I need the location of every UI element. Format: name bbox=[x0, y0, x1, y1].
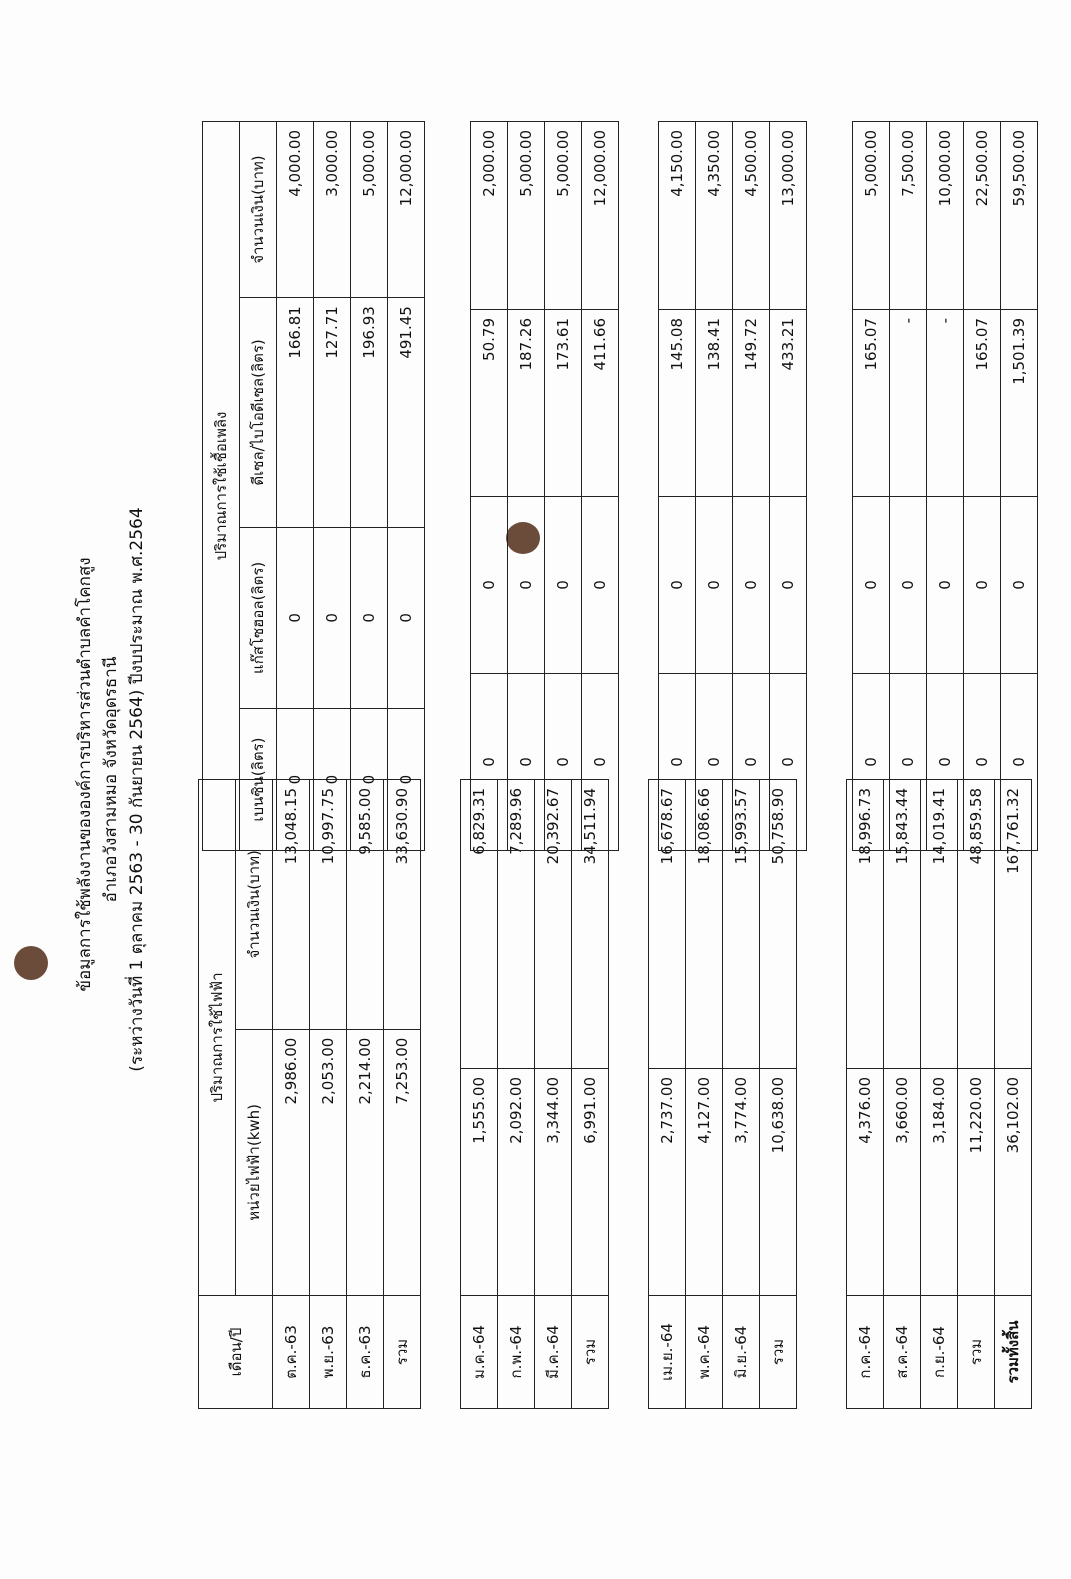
diesel-cell: 411.66 bbox=[582, 310, 619, 497]
electricity-group-header: ปริมาณการใช้ไฟฟ้า bbox=[199, 780, 236, 1296]
table-row bbox=[927, 122, 964, 851]
month-cell: มิ.ย.-64 bbox=[723, 1296, 760, 1409]
fuel-table-q4 bbox=[852, 121, 1038, 851]
fuel-amount-cell: 7,500.00 bbox=[890, 122, 927, 310]
table-row bbox=[310, 780, 347, 1409]
units-cell: 7,253.00 bbox=[384, 1029, 421, 1295]
fuel-amount-cell: 10,000.00 bbox=[927, 122, 964, 310]
benzine-cell: 0 bbox=[733, 674, 770, 851]
total-row bbox=[958, 780, 995, 1409]
amount-cell: 18,086.66 bbox=[686, 780, 723, 1069]
fuel-table-q2 bbox=[470, 121, 619, 851]
benzine-cell: 0 bbox=[890, 674, 927, 851]
month-cell: มี.ค.-64 bbox=[535, 1296, 572, 1409]
fuel-amount-cell: 4,000.00 bbox=[277, 122, 314, 298]
fuel-amount-cell: 4,500.00 bbox=[733, 122, 770, 310]
diesel-cell: 196.93 bbox=[351, 298, 388, 527]
table-row bbox=[461, 780, 498, 1409]
gasohol-cell: 0 bbox=[277, 527, 314, 708]
fuel-amount-cell: 22,500.00 bbox=[964, 122, 1001, 310]
benzine-cell: 0 bbox=[964, 674, 1001, 851]
month-cell: ธ.ค.-63 bbox=[347, 1296, 384, 1409]
table-row bbox=[696, 122, 733, 851]
amount-cell: 15,993.57 bbox=[723, 780, 760, 1069]
header-line-3: (ระหว่างวันที่ 1 ตุลาคม 2563 - 30 กันยายน 2564) ปีงบประมาณ พ.ศ.2564 bbox=[127, 507, 147, 1072]
diesel-cell: - bbox=[927, 310, 964, 497]
diesel-cell: 433.21 bbox=[770, 310, 807, 497]
month-cell: รวม bbox=[572, 1296, 609, 1409]
diesel-cell: 1,501.39 bbox=[1001, 310, 1038, 497]
table-row bbox=[723, 780, 760, 1409]
grand-total-row bbox=[1001, 122, 1038, 851]
amount-cell: 14,019.41 bbox=[921, 780, 958, 1069]
units-cell: 2,737.00 bbox=[649, 1069, 686, 1296]
units-cell: 2,214.00 bbox=[347, 1029, 384, 1295]
fuel-amount-cell: 5,000.00 bbox=[853, 122, 890, 310]
gasohol-cell: 0 bbox=[890, 497, 927, 674]
diesel-cell: 187.26 bbox=[508, 310, 545, 497]
units-cell: 4,127.00 bbox=[686, 1069, 723, 1296]
table-row bbox=[659, 122, 696, 851]
month-cell: รวม bbox=[958, 1296, 995, 1409]
benzine-cell: 0 bbox=[351, 709, 388, 851]
amount-cell: 9,585.00 bbox=[347, 780, 384, 1030]
amount-cell: 48,859.58 bbox=[958, 780, 995, 1069]
month-cell: เม.ย.-64 bbox=[649, 1296, 686, 1409]
benzine-cell: 0 bbox=[696, 674, 733, 851]
electricity-table-q3 bbox=[648, 779, 797, 1409]
col-benzine-header: เบนซิน(ลิตร) bbox=[240, 709, 277, 851]
benzine-cell: 0 bbox=[770, 674, 807, 851]
month-cell: ก.พ.-64 bbox=[498, 1296, 535, 1409]
diesel-cell: 165.07 bbox=[853, 310, 890, 497]
col-month-header: เดือน/ปี bbox=[199, 1296, 273, 1409]
units-cell: 3,774.00 bbox=[723, 1069, 760, 1296]
benzine-cell: 0 bbox=[659, 674, 696, 851]
units-cell: 36,102.00 bbox=[995, 1069, 1032, 1296]
fuel-amount-cell: 5,000.00 bbox=[351, 122, 388, 298]
electricity-table-q2 bbox=[460, 779, 609, 1409]
total-row bbox=[760, 780, 797, 1409]
benzine-cell: 0 bbox=[545, 674, 582, 851]
table-row bbox=[545, 122, 582, 851]
gasohol-cell: 0 bbox=[471, 497, 508, 674]
amount-cell: 20,392.67 bbox=[535, 780, 572, 1069]
units-cell: 11,220.00 bbox=[958, 1069, 995, 1296]
table-row bbox=[471, 122, 508, 851]
month-cell: รวม bbox=[384, 1296, 421, 1409]
gasohol-cell: 0 bbox=[733, 497, 770, 674]
amount-cell: 18,996.73 bbox=[847, 780, 884, 1069]
benzine-cell: 0 bbox=[853, 674, 890, 851]
fuel-amount-cell: 4,150.00 bbox=[659, 122, 696, 310]
month-cell: พ.ย.-63 bbox=[310, 1296, 347, 1409]
month-cell: รวม bbox=[760, 1296, 797, 1409]
diesel-cell: 149.72 bbox=[733, 310, 770, 497]
gasohol-cell: 0 bbox=[1001, 497, 1038, 674]
diesel-cell: 138.41 bbox=[696, 310, 733, 497]
table-row bbox=[347, 780, 384, 1409]
fuel-amount-cell: 2,000.00 bbox=[471, 122, 508, 310]
units-cell: 6,991.00 bbox=[572, 1069, 609, 1296]
units-cell: 3,660.00 bbox=[884, 1069, 921, 1296]
amount-cell: 10,997.75 bbox=[310, 780, 347, 1030]
gasohol-cell: 0 bbox=[659, 497, 696, 674]
total-row bbox=[770, 122, 807, 851]
units-cell: 4,376.00 bbox=[847, 1069, 884, 1296]
fuel-group-header: ปริมาณการใช้เชื้อเพลิง bbox=[203, 122, 240, 851]
table-row bbox=[884, 780, 921, 1409]
units-cell: 2,092.00 bbox=[498, 1069, 535, 1296]
month-cell: ส.ค.-64 bbox=[884, 1296, 921, 1409]
diesel-cell: 173.61 bbox=[545, 310, 582, 497]
benzine-cell: 0 bbox=[314, 709, 351, 851]
amount-cell: 13,048.15 bbox=[273, 780, 310, 1030]
table-row bbox=[498, 780, 535, 1409]
diesel-cell: 145.08 bbox=[659, 310, 696, 497]
diesel-cell: 491.45 bbox=[388, 298, 425, 527]
header-line-1: ข้อมูลการใช้พลังงานขององค์การบริหารส่วนตำบลคำโคกสูง bbox=[75, 557, 95, 992]
benzine-cell: 0 bbox=[927, 674, 964, 851]
month-cell: ม.ค.-64 bbox=[461, 1296, 498, 1409]
benzine-cell: 0 bbox=[388, 709, 425, 851]
gasohol-cell: 0 bbox=[388, 527, 425, 708]
diesel-cell: 50.79 bbox=[471, 310, 508, 497]
units-cell: 3,344.00 bbox=[535, 1069, 572, 1296]
total-row bbox=[582, 122, 619, 851]
gasohol-cell: 0 bbox=[545, 497, 582, 674]
total-row bbox=[964, 122, 1001, 851]
units-cell: 10,638.00 bbox=[760, 1069, 797, 1296]
units-cell: 1,555.00 bbox=[461, 1069, 498, 1296]
table-row bbox=[277, 122, 314, 851]
amount-cell: 167,761.32 bbox=[995, 780, 1032, 1069]
gasohol-cell: 0 bbox=[770, 497, 807, 674]
table-row bbox=[853, 122, 890, 851]
benzine-cell: 0 bbox=[1001, 674, 1038, 851]
col-diesel-header: ดีเซล/ไบโอดีเซล(ลิตร) bbox=[240, 298, 277, 527]
total-row bbox=[388, 122, 425, 851]
electricity-table-q4 bbox=[846, 779, 1032, 1409]
col-amount-header: จำนวนเงิน(บาท) bbox=[236, 780, 273, 1030]
amount-cell: 50,758.90 bbox=[760, 780, 797, 1069]
electricity-table-q1 bbox=[198, 779, 421, 1409]
diesel-cell: 127.71 bbox=[314, 298, 351, 527]
units-cell: 2,986.00 bbox=[273, 1029, 310, 1295]
fuel-amount-cell: 59,500.00 bbox=[1001, 122, 1038, 310]
gasohol-cell: 0 bbox=[508, 497, 545, 674]
table-row bbox=[649, 780, 686, 1409]
diesel-cell: 166.81 bbox=[277, 298, 314, 527]
fuel-amount-cell: 3,000.00 bbox=[314, 122, 351, 298]
fuel-amount-cell: 4,350.00 bbox=[696, 122, 733, 310]
benzine-cell: 0 bbox=[277, 709, 314, 851]
gasohol-cell: 0 bbox=[696, 497, 733, 674]
col-units-header: หน่วยไฟฟ้า(kwh) bbox=[236, 1029, 273, 1295]
units-cell: 2,053.00 bbox=[310, 1029, 347, 1295]
grand-total-row bbox=[995, 780, 1032, 1409]
table-row bbox=[273, 780, 310, 1409]
total-row bbox=[572, 780, 609, 1409]
benzine-cell: 0 bbox=[582, 674, 619, 851]
diesel-cell: 165.07 bbox=[964, 310, 1001, 497]
table-row bbox=[314, 122, 351, 851]
month-cell: ก.ย.-64 bbox=[921, 1296, 958, 1409]
total-row bbox=[384, 780, 421, 1409]
table-row bbox=[890, 122, 927, 851]
amount-cell: 16,678.67 bbox=[649, 780, 686, 1069]
table-row bbox=[508, 122, 545, 851]
amount-cell: 33,630.90 bbox=[384, 780, 421, 1030]
header-line-2: อำเภอวังสามหมอ จังหวัดอุดรธานี bbox=[101, 656, 121, 903]
fuel-amount-cell: 12,000.00 bbox=[582, 122, 619, 310]
month-cell: รวมทั้งสิ้น bbox=[995, 1296, 1032, 1409]
table-row bbox=[686, 780, 723, 1409]
table-row bbox=[847, 780, 884, 1409]
fuel-amount-cell: 5,000.00 bbox=[508, 122, 545, 310]
gasohol-cell: 0 bbox=[927, 497, 964, 674]
table-row bbox=[733, 122, 770, 851]
col-gasohol-header: แก๊สโซฮอล(ลิตร) bbox=[240, 527, 277, 708]
fuel-amount-cell: 5,000.00 bbox=[545, 122, 582, 310]
table-row bbox=[535, 780, 572, 1409]
amount-cell: 7,289.96 bbox=[498, 780, 535, 1069]
units-cell: 3,184.00 bbox=[921, 1069, 958, 1296]
month-cell: พ.ค.-64 bbox=[686, 1296, 723, 1409]
table-row bbox=[351, 122, 388, 851]
fuel-amount-cell: 12,000.00 bbox=[388, 122, 425, 298]
gasohol-cell: 0 bbox=[582, 497, 619, 674]
month-cell: ต.ค.-63 bbox=[273, 1296, 310, 1409]
gasohol-cell: 0 bbox=[351, 527, 388, 708]
fuel-amount-cell: 13,000.00 bbox=[770, 122, 807, 310]
gasohol-cell: 0 bbox=[853, 497, 890, 674]
month-cell: ก.ค.-64 bbox=[847, 1296, 884, 1409]
fuel-table-q1 bbox=[202, 121, 425, 851]
gasohol-cell: 0 bbox=[314, 527, 351, 708]
diesel-cell: - bbox=[890, 310, 927, 497]
amount-cell: 15,843.44 bbox=[884, 780, 921, 1069]
amount-cell: 6,829.31 bbox=[461, 780, 498, 1069]
benzine-cell: 0 bbox=[471, 674, 508, 851]
table-row bbox=[921, 780, 958, 1409]
benzine-cell: 0 bbox=[508, 674, 545, 851]
fuel-table-q3 bbox=[658, 121, 807, 851]
amount-cell: 34,511.94 bbox=[572, 780, 609, 1069]
col-fuel-amount-header: จำนวนเงิน(บาท) bbox=[240, 122, 277, 298]
document-header bbox=[72, 0, 150, 1529]
gasohol-cell: 0 bbox=[964, 497, 1001, 674]
